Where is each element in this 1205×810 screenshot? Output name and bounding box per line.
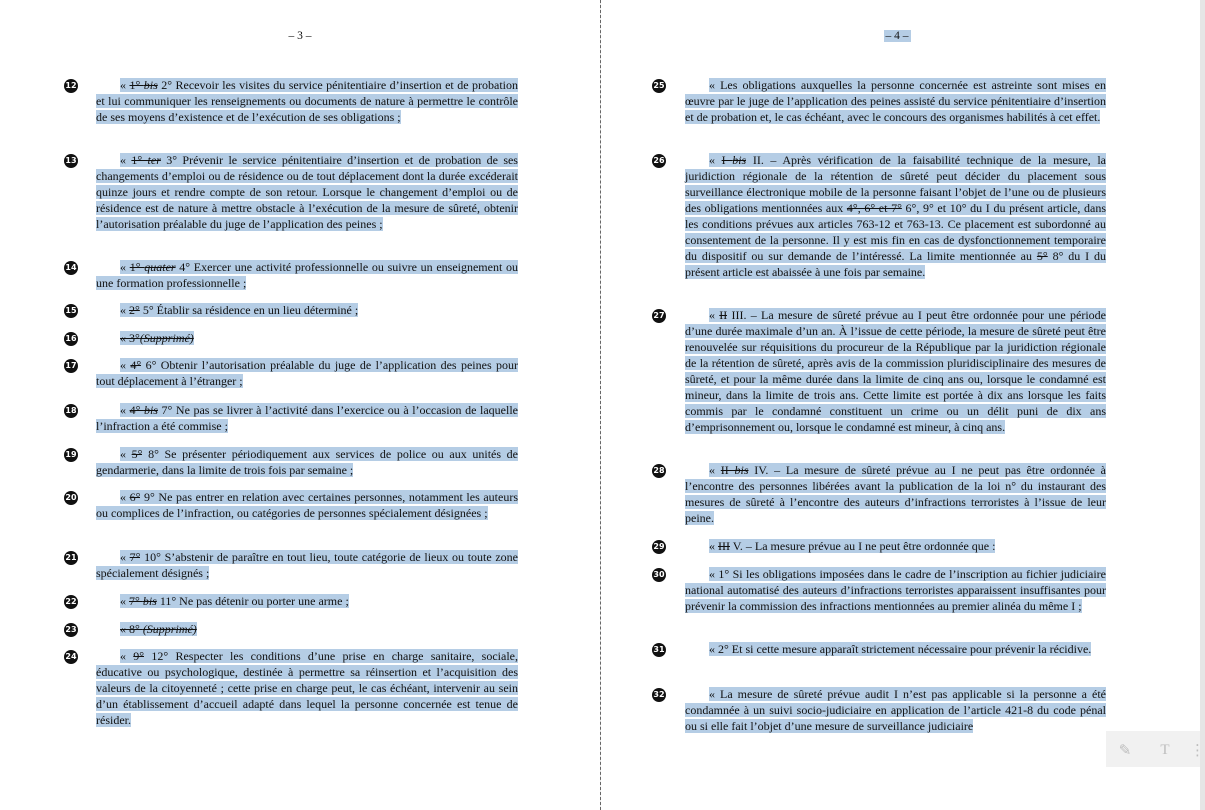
deleted-text: 4°, 6° et 7° [846,201,902,215]
paragraph-number-badge: 27 [652,309,666,323]
paragraph-number-badge: 13 [64,154,78,168]
paragraph-number-badge: 29 [652,540,666,554]
text-run: 8° Se présenter périodiquement aux services de police ou aux unités de gendarmerie, dans la limite de trois fois par semaine ; [96,447,519,477]
text-run: 6° Obtenir l’autorisation préalable du juge de l’application des peines pour tout déplacement à l’étranger ; [96,358,518,388]
deleted-text: 5° [131,447,143,461]
deleted-text: 7° [129,550,141,564]
paragraph-number-badge: 18 [64,404,78,418]
deleted-text: III [718,539,730,553]
deleted-text: II [720,463,735,477]
text-run: 12° Respecter les conditions d’une prise en charge sanitaire, sociale, éducative ou psychologique, destinée à permettre sa réinsertion et l’acquisition des valeurs de la citoyenneté ; cette prise en charge peut, le cas échéant, intervenir au sein d’un établissement d’accueil adapté dans lequel la personne concernée est tenue de résider. [96,649,518,727]
page-divider [600,0,601,810]
deleted-text: 1° [131,153,148,167]
text-run: « [120,447,132,461]
page-number [867,30,927,42]
pencil-icon[interactable]: ✎ [1118,741,1132,759]
paragraph-text [685,307,1106,435]
paragraph-number-badge: 21 [64,551,78,565]
text-run: « [120,358,131,372]
deleted-text: 4° [129,403,144,417]
paragraph-number-badge: 32 [652,688,666,702]
paragraph-text [96,259,518,291]
document-page-left [0,0,600,810]
text-tool-icon[interactable]: T [1160,742,1170,758]
paragraph-text [685,538,1106,554]
paragraph-text [685,462,1106,526]
paragraph-number-badge: 30 [652,568,666,582]
paragraph-text [96,330,518,346]
paragraph-number-badge: 16 [64,332,78,346]
deleted-text: I [721,153,733,167]
deleted-text: bis [142,594,157,608]
paragraph-text [685,152,1106,280]
deleted-text: bis [734,463,749,477]
page-number: – 3 – [288,30,312,42]
text-run: 11° Ne pas détenir ou porter une arme ; [156,594,349,608]
paragraph-number-badge: 31 [652,643,666,657]
paragraph-number-badge: 26 [652,154,666,168]
deleted-text: II [719,308,728,322]
text-run: « [709,463,721,477]
deleted-text: (Supprimé) [142,622,197,636]
text-run: 2° Recevoir les visites du service pénitentiaire d’insertion et de probation et lui communiquer les renseignements ou documents de nature à permettre le contrôle de ses moyens d’existence et de l’exécution de ses obligations ; [96,78,519,124]
paragraph-text [685,566,1106,614]
text-run: « [709,539,718,553]
text-run: 10° S’abstenir de paraître en tout lieu, toute catégorie de lieux ou toute zone spécialement désignés ; [96,550,518,580]
annotation-toolbar [1106,731,1205,767]
paragraph-number-badge: 19 [64,448,78,462]
text-run: III. – La mesure de sûreté prévue au I peut être ordonnée pour une période d’une durée maximale d’un an. À l’issue de cette période, la mesure de sûreté peut être renouvelée sur réquisitions du procureur de la République par la juridiction régionale de la rétention de sûreté, après avis de la commission pluridisciplinaire des mesures de sûreté, et pour la même durée dans la limite de cinq ans ou, lorsque le condamné est mineur, dans la limite de trois ans. Cette limite est portée à dix ans lorsque les faits commis par le condamné constituent un crime ou un délit puni de dix ans d’emprisonnement ou, lorsque le condamné est mineur, à cinq ans. [685,308,1107,434]
text-run: 5° Établir sa résidence en un lieu déterminé ; [139,303,359,317]
text-run: 3° Prévenir le service pénitentiaire d’insertion et de probation de ses changements d’emploi ou de résidence ou de tout déplacement dont la durée excéderait quinze jours et rendre compte de son retour. Lorsque le changement d’emploi ou de résidence est de nature à mettre obstacle à l’exécution de la mesure de sûreté, obtenir l’autorisation préalable du juge de l’application des peines ; [96,153,518,231]
text-run: « 1° Si les obligations imposées dans le cadre de l’inscription au fichier judiciaire national automatisé des auteurs d’infractions terroristes apparaissent insuffisantes pour prévenir la commission des infractions mentionnées au premier alinéa du même I ; [685,567,1106,613]
paragraph-text [96,302,518,318]
deleted-text: 9° [133,649,145,663]
text-run: « [120,403,130,417]
text-run: 9° Ne pas entrer en relation avec certaines personnes, notamment les auteurs ou complices de l’infraction, ou catégories de personnes spécialement désignées ; [96,490,518,520]
text-run: « [709,308,720,322]
text-run: « [120,649,134,663]
text-run: « 2° Et si cette mesure apparaît strictement nécessaire pour prévenir la récidive. [709,642,1092,656]
deleted-text: 5° [1036,249,1048,263]
paragraph-number-badge: 25 [652,79,666,93]
text-run: « [120,303,129,317]
paragraph-number-badge: 24 [64,650,78,664]
deleted-text: ter [147,153,161,167]
deleted-text: 1° [129,78,144,92]
deleted-text: 6° [129,490,141,504]
deleted-text: 4° [130,358,142,372]
deleted-text: bis [143,78,158,92]
paragraph-text [685,686,1106,734]
text-run: « [120,260,130,274]
text-run: « Les obligations auxquelles la personne concernée est astreinte sont mises en œuvre par le juge de l’application des peines assisté du service pénitentiaire d’insertion et de probation et, le cas échéant, avec le concours des organismes habilités à cet effet. [685,78,1106,124]
paragraph-text [96,357,518,389]
text-run: « [120,490,130,504]
text-run: « [709,153,722,167]
paragraph-text [96,648,518,728]
paragraph-text [96,152,518,232]
deleted-text: « 8° [120,622,143,636]
deleted-text: 1° [129,260,145,274]
paragraph-number-badge: 28 [652,464,666,478]
text-run: 8° du I du présent article est abaissée à une fois par semaine. [685,249,1107,279]
text-run: « [120,550,130,564]
text-run: 6°, 9° et 10° du I du présent article, dans les conditions prévues aux articles 763-12 et 763-13. Ce placement est subordonné au consentement de la personne. Il y est mis fin en cas de dysfonctionnement temporaire du dispositif ou sur demande de l’intéressé. La limite mentionnée au [685,201,1107,263]
text-run: 7° Ne pas se livrer à l’activité dans l’exercice ou à l’occasion de laquelle l’infraction a été commise ; [96,403,518,433]
paragraph-text [96,549,518,581]
text-run: « La mesure de sûreté prévue audit I n’est pas applicable si la personne a été condamnée à un suivi socio-judiciaire en application de l’article 421-8 du code pénal ou si elle fait l’objet d’une mesure de surveillance judiciaire [685,687,1106,733]
deleted-text: bis [143,403,158,417]
deleted-text: quater [144,260,176,274]
paragraph-number-badge: 17 [64,359,78,373]
paragraph-text [96,77,518,125]
more-icon[interactable]: ⋮ [1190,741,1205,759]
paragraph-number-badge: 22 [64,595,78,609]
paragraph-number-badge: 20 [64,491,78,505]
paragraph-number-badge: 12 [64,79,78,93]
deleted-text: (Supprimé) [139,331,194,345]
paragraph-number-badge: 14 [64,261,78,275]
document-page-right [605,0,1205,810]
text-run: « [120,594,129,608]
deleted-text: « 3° [120,331,140,345]
paragraph-text [96,446,518,478]
paragraph-text [96,593,518,609]
deleted-text: bis [732,153,747,167]
text-run: II. – Après vérification de la faisabilité technique de la mesure, la juridiction régionale de la rétention de sûreté peut décider du placement sous surveillance électronique mobile de la personne faisant l’objet de l’une ou de plusieurs des obligations mentionnées aux [685,153,1107,215]
text-run: IV. – La mesure de sûreté prévue au I ne peut pas être ordonnée à l’encontre des personnes libérées avant la publication de la loi n° du instaurant des mesures de sûreté à l’encontre des auteurs d’infractions terroristes à l’issue de leur peine. [685,463,1107,525]
paragraph-number-badge: 23 [64,623,78,637]
paragraph-text [96,402,518,434]
paragraph-number-badge: 15 [64,304,78,318]
paragraph-text [96,489,518,521]
text-run: « [120,153,132,167]
paragraph-text [685,641,1106,657]
text-run: 4° Exercer une activité professionnelle ou suivre un enseignement ou une formation professionnelle ; [96,260,519,290]
page-number-text: – 4 – [885,30,909,42]
paragraph-text [685,77,1106,125]
paragraph-text [96,621,518,637]
text-run: « [120,78,130,92]
text-run: V. – La mesure prévue au I ne peut être ordonnée que : [730,539,996,553]
deleted-text: 7° [129,594,143,608]
deleted-text: 2° [129,303,140,317]
